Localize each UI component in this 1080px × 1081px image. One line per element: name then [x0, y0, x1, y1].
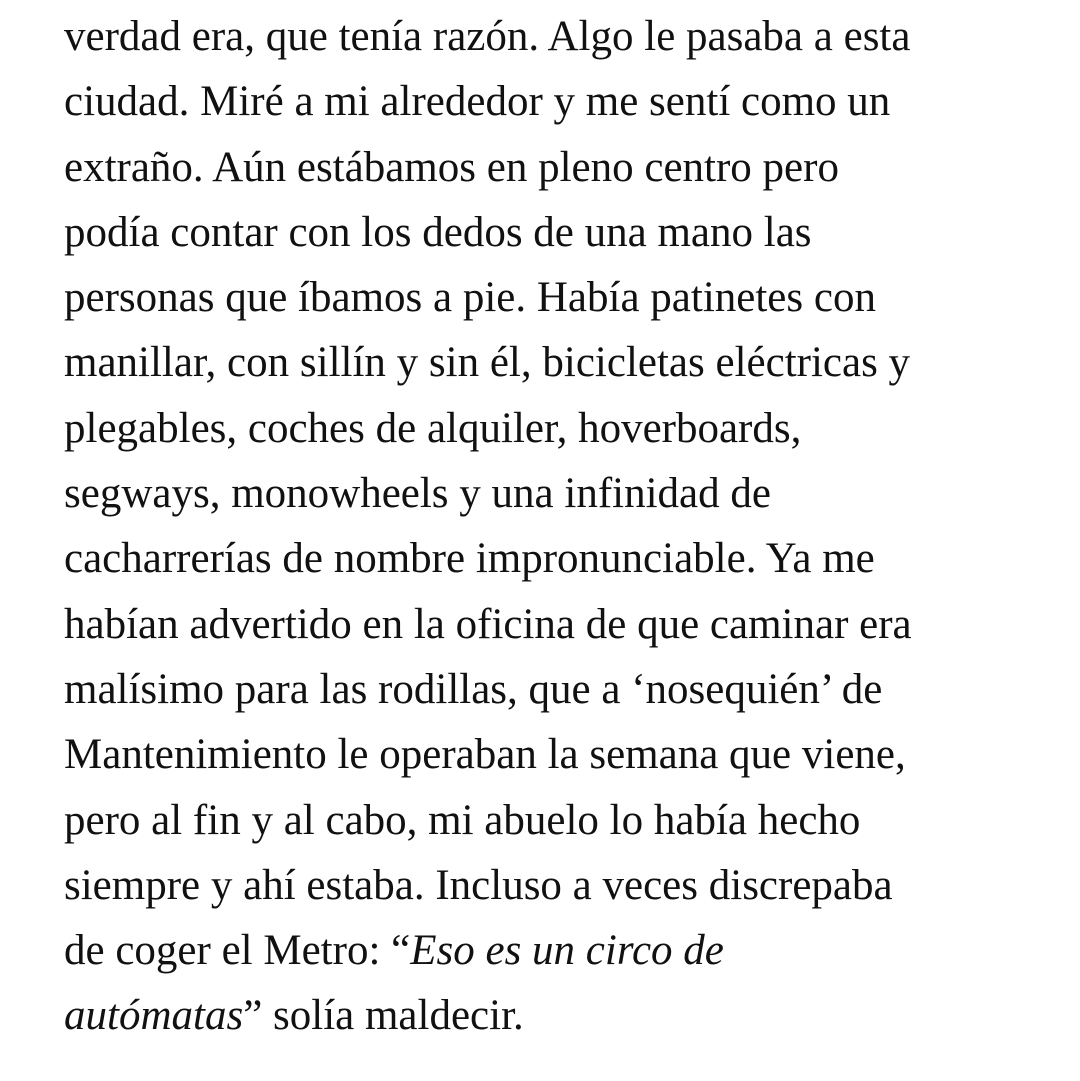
text-line: cacharrerías de nombre impronunciable. Ya me: [64, 535, 875, 583]
text-line: personas que íbamos a pie. Había patinetes con: [64, 274, 876, 322]
text-line: siempre y ahí estaba. Incluso a veces discrepaba: [64, 861, 893, 909]
text-line: extraño. Aún estábamos en pleno centro pero: [64, 143, 839, 191]
italic-quote-text: autómatas: [64, 992, 244, 1040]
text-line: malísimo para las rodillas, que a ‘nosequién’ de: [64, 665, 883, 713]
line-suffix-text: ” solía maldecir.: [243, 992, 524, 1040]
text-line: plegables, coches de alquiler, hoverboards,: [64, 404, 802, 452]
text-line: segways, monowheels y una infinidad de: [64, 470, 771, 518]
text-line: [64, 918, 1064, 983]
text-line: Mantenimiento le operaban la semana que viene,: [64, 731, 906, 779]
italic-quote-text: Eso es un circo de: [410, 927, 724, 975]
line-prefix-text: de coger el Metro: “: [64, 927, 411, 975]
document-page: [64, 4, 1064, 1049]
text-line: manillar, con sillín y sin él, bicicletas eléctricas y: [64, 339, 911, 387]
text-line: [64, 983, 1064, 1048]
text-line: verdad era, que tenía razón. Algo le pasaba a esta: [64, 13, 911, 60]
text-line: ciudad. Miré a mi alrededor y me sentí como un: [64, 78, 891, 126]
text-line: pero al fin y al cabo, mi abuelo lo había hecho: [64, 796, 861, 844]
text-line: habían advertido en la oficina de que caminar era: [64, 600, 912, 648]
text-line: podía contar con los dedos de una mano las: [64, 208, 812, 256]
